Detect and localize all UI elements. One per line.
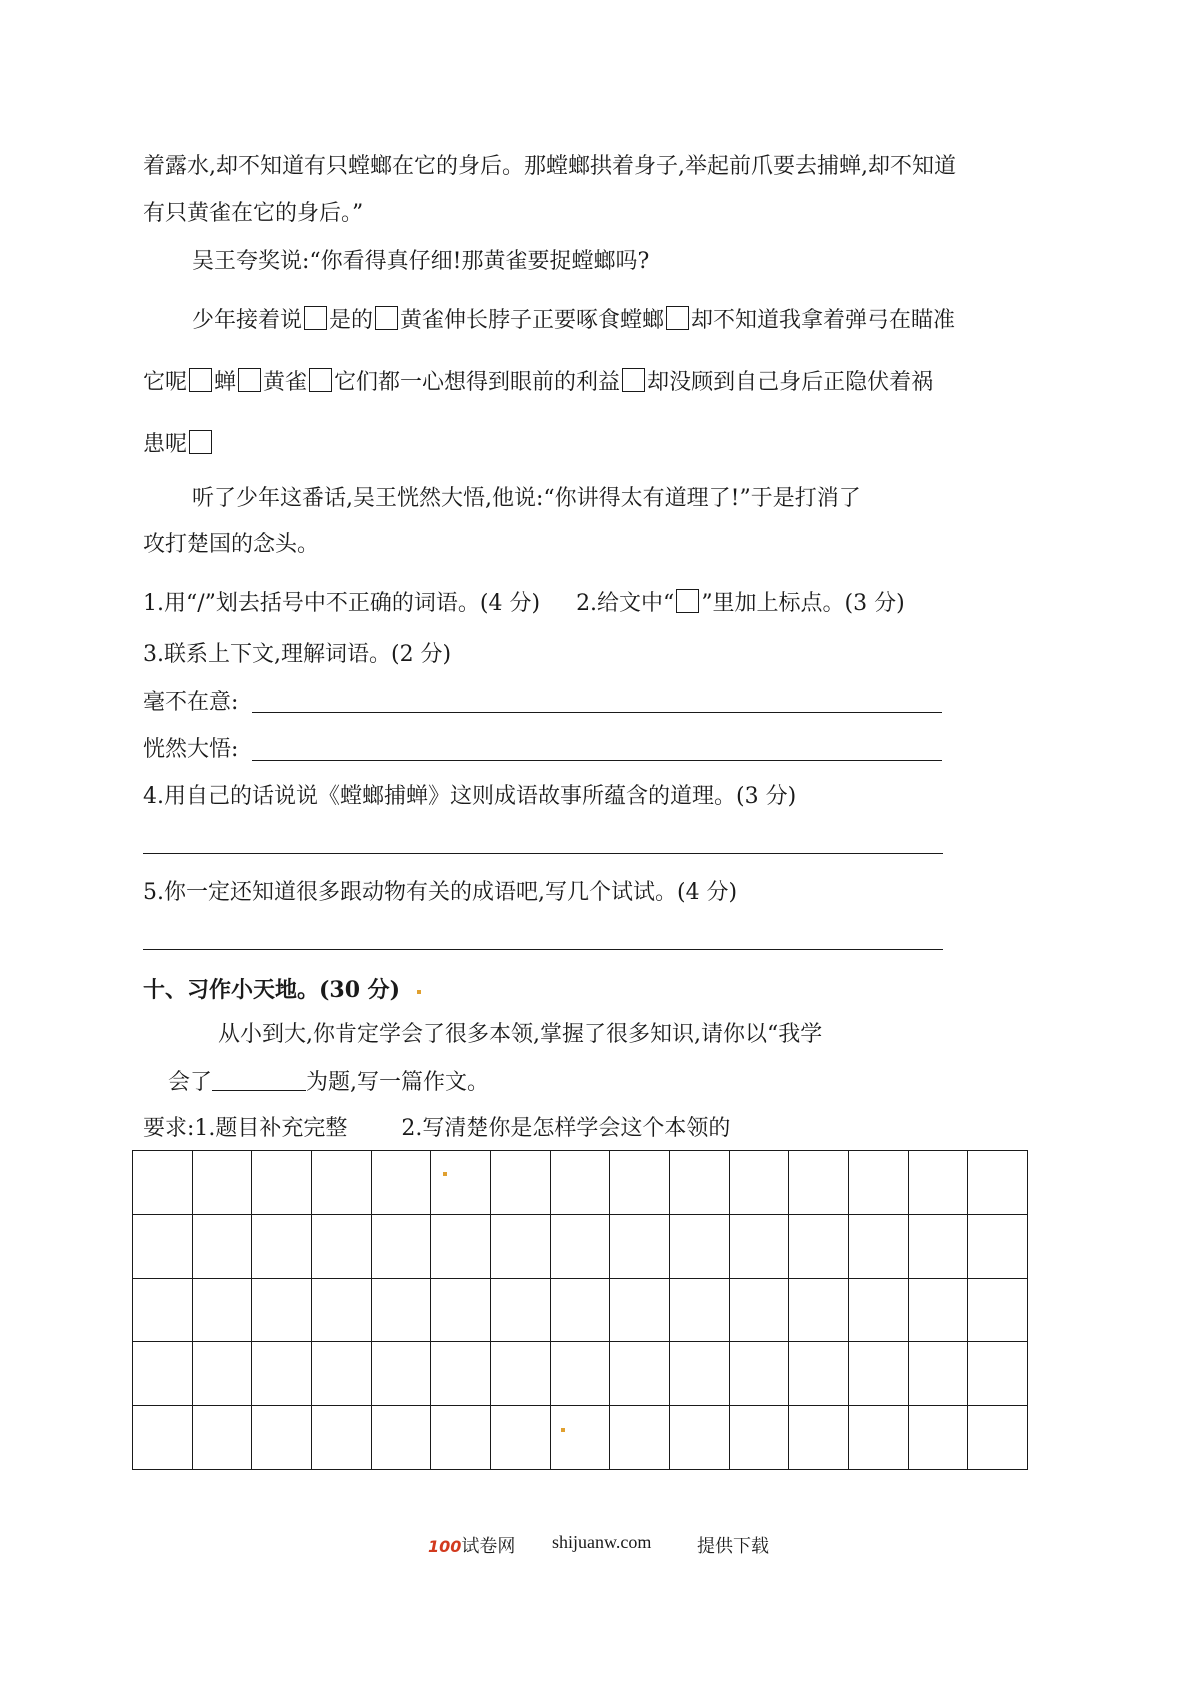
grid-cell[interactable] — [192, 1342, 252, 1406]
passage-line-2: 有只黄雀在它的身后。” — [143, 201, 364, 226]
question-5: 5.你一定还知道很多跟动物有关的成语吧,写几个试试。(4 分) — [143, 880, 738, 905]
grid-cell[interactable] — [550, 1342, 610, 1406]
footer-site[interactable]: shijuanw.com — [552, 1532, 652, 1552]
grid-cell[interactable] — [192, 1151, 252, 1215]
grid-cell[interactable] — [133, 1278, 193, 1342]
grid-cell[interactable] — [311, 1151, 371, 1215]
passage-text: 是的 — [329, 308, 374, 333]
grid-cell[interactable] — [371, 1406, 431, 1470]
composition-prompt-1: 从小到大,你肯定学会了很多本领,掌握了很多知识,请你以“我学 — [218, 1022, 823, 1047]
grid-cell[interactable] — [371, 1214, 431, 1278]
grid-cell[interactable] — [669, 1214, 729, 1278]
logo-text: 试卷网 — [461, 1536, 516, 1557]
grid-cell[interactable] — [490, 1278, 550, 1342]
grid-row — [133, 1151, 1028, 1215]
grid-cell[interactable] — [968, 1278, 1028, 1342]
grid-cell[interactable] — [490, 1342, 550, 1406]
passage-line-1: 着露水,却不知道有只螳螂在它的身后。那螳螂拱着身子,举起前爪要去捕蝉,却不知道 — [143, 154, 956, 179]
grid-cell[interactable] — [848, 1342, 908, 1406]
passage-line-5 — [143, 368, 933, 398]
punctuation-box[interactable] — [238, 368, 261, 392]
grid-cell[interactable] — [311, 1342, 371, 1406]
grid-cell[interactable] — [968, 1151, 1028, 1215]
punctuation-box[interactable] — [666, 306, 689, 330]
punctuation-box[interactable] — [375, 306, 398, 330]
grid-cell[interactable] — [192, 1406, 252, 1470]
passage-line-4 — [192, 306, 955, 336]
grid-cell[interactable] — [252, 1278, 312, 1342]
grid-cell[interactable] — [610, 1406, 670, 1470]
grid-cell[interactable] — [192, 1278, 252, 1342]
grid-cell[interactable] — [729, 1278, 789, 1342]
grid-cell[interactable] — [789, 1151, 849, 1215]
grid-cell[interactable] — [490, 1214, 550, 1278]
punctuation-box[interactable] — [304, 306, 327, 330]
decorative-dot — [417, 990, 421, 994]
grid-cell[interactable] — [669, 1406, 729, 1470]
requirement-2: 2.写清楚你是怎样学会这个本领的 — [401, 1116, 731, 1141]
grid-cell[interactable] — [431, 1151, 491, 1215]
grid-cell[interactable] — [311, 1278, 371, 1342]
grid-cell[interactable] — [908, 1342, 968, 1406]
passage-line-8: 攻打楚国的念头。 — [143, 532, 320, 557]
grid-cell[interactable] — [789, 1214, 849, 1278]
grid-cell[interactable] — [133, 1406, 193, 1470]
grid-cell[interactable] — [550, 1406, 610, 1470]
question-3: 3.联系上下文,理解词语。(2 分) — [143, 642, 452, 667]
grid-cell[interactable] — [968, 1406, 1028, 1470]
grid-cell[interactable] — [729, 1151, 789, 1215]
passage-text: 却不知道我拿着弹弓在瞄准 — [691, 308, 956, 333]
grid-cell[interactable] — [252, 1406, 312, 1470]
grid-cell[interactable] — [371, 1151, 431, 1215]
passage-line-6 — [143, 430, 214, 460]
q3-term-2: 恍然大悟: — [143, 737, 239, 762]
grid-cell[interactable] — [729, 1342, 789, 1406]
question-1-and-2 — [143, 589, 905, 619]
grid-cell[interactable] — [252, 1342, 312, 1406]
grid-cell[interactable] — [669, 1342, 729, 1406]
grid-row — [133, 1278, 1028, 1342]
q3-answer-line-2[interactable] — [252, 760, 942, 761]
grid-cell[interactable] — [431, 1278, 491, 1342]
passage-text: 黄雀 — [263, 370, 308, 395]
q5-answer-line[interactable] — [143, 949, 943, 950]
box-symbol — [676, 589, 699, 613]
grid-cell[interactable] — [968, 1214, 1028, 1278]
grid-cell[interactable] — [908, 1214, 968, 1278]
grid-cell[interactable] — [490, 1151, 550, 1215]
grid-cell[interactable] — [729, 1406, 789, 1470]
grid-cell[interactable] — [968, 1342, 1028, 1406]
grid-cell[interactable] — [431, 1406, 491, 1470]
question-1: 1.用“/”划去括号中不正确的词语。(4 分) — [143, 591, 541, 616]
grid-cell[interactable] — [550, 1151, 610, 1215]
grid-cell[interactable] — [848, 1278, 908, 1342]
grid-cell[interactable] — [848, 1151, 908, 1215]
grid-cell[interactable] — [789, 1406, 849, 1470]
grid-cell[interactable] — [610, 1278, 670, 1342]
grid-cell[interactable] — [252, 1151, 312, 1215]
grid-cell[interactable] — [371, 1342, 431, 1406]
composition-heading: 十、习作小天地。(30 分) — [143, 977, 401, 1003]
footer — [428, 1532, 515, 1558]
question-4: 4.用自己的话说说《螳螂捕蝉》这则成语故事所蕴含的道理。(3 分) — [143, 784, 797, 809]
grid-cell[interactable] — [729, 1214, 789, 1278]
grid-row — [133, 1214, 1028, 1278]
requirement-1: 要求:1.题目补充完整 — [143, 1116, 348, 1141]
grid-cell[interactable] — [490, 1406, 550, 1470]
writing-grid — [132, 1150, 1028, 1470]
punctuation-box[interactable] — [622, 368, 645, 392]
grid-cell[interactable] — [133, 1342, 193, 1406]
grid-cell[interactable] — [311, 1214, 371, 1278]
grid-cell[interactable] — [252, 1214, 312, 1278]
passage-text: 却没顾到自己身后正隐伏着祸 — [647, 370, 934, 395]
grid-row — [133, 1342, 1028, 1406]
passage-line-7: 听了少年这番话,吴王恍然大悟,他说:“你讲得太有道理了!”于是打消了 — [192, 486, 861, 511]
grid-cell[interactable] — [848, 1214, 908, 1278]
composition-prompt-2: 会了 为题,写一篇作文。 — [168, 1070, 490, 1095]
footer-note: 提供下载 — [697, 1536, 769, 1557]
grid-cell[interactable] — [848, 1406, 908, 1470]
passage-text: 黄雀伸长脖子正要啄食螳螂 — [400, 308, 665, 333]
grid-cell[interactable] — [192, 1214, 252, 1278]
q3-term-1: 毫不在意: — [143, 690, 239, 715]
passage-text: 它呢 — [143, 370, 188, 395]
title-blank[interactable] — [212, 1068, 306, 1091]
punctuation-box[interactable] — [189, 430, 212, 454]
question-2: 2.给文中“ ”里加上标点。(3 分) — [576, 591, 905, 616]
q3-answer-line-1[interactable] — [252, 712, 942, 713]
grid-cell[interactable] — [133, 1214, 193, 1278]
grid-cell[interactable] — [311, 1406, 371, 1470]
passage-text: 少年接着说 — [192, 308, 303, 333]
grid-cell[interactable] — [431, 1342, 491, 1406]
grid-cell[interactable] — [371, 1278, 431, 1342]
composition-requirements — [143, 1114, 730, 1144]
logo-number: 100 — [428, 1537, 462, 1556]
grid-cell[interactable] — [610, 1214, 670, 1278]
q4-answer-line[interactable] — [143, 853, 943, 854]
grid-cell[interactable] — [789, 1278, 849, 1342]
decorative-dot — [561, 1428, 565, 1432]
grid-cell[interactable] — [908, 1278, 968, 1342]
punctuation-box[interactable] — [189, 368, 212, 392]
grid-cell[interactable] — [550, 1214, 610, 1278]
grid-cell[interactable] — [908, 1406, 968, 1470]
grid-cell[interactable] — [908, 1151, 968, 1215]
passage-line-3: 吴王夸奖说:“你看得真仔细!那黄雀要捉螳螂吗? — [192, 249, 650, 274]
grid-cell[interactable] — [669, 1278, 729, 1342]
grid-cell[interactable] — [789, 1342, 849, 1406]
grid-cell[interactable] — [431, 1214, 491, 1278]
decorative-dot — [443, 1172, 447, 1176]
passage-text: 它们都一心想得到眼前的利益 — [334, 370, 621, 395]
grid-cell[interactable] — [610, 1342, 670, 1406]
grid-cell[interactable] — [550, 1278, 610, 1342]
grid-cell[interactable] — [669, 1151, 729, 1215]
passage-text: 患呢 — [143, 432, 188, 457]
grid-cell[interactable] — [610, 1151, 670, 1215]
passage-text: 蝉 — [214, 370, 237, 395]
grid-cell[interactable] — [133, 1151, 193, 1215]
grid-row — [133, 1406, 1028, 1470]
punctuation-box[interactable] — [309, 368, 332, 392]
